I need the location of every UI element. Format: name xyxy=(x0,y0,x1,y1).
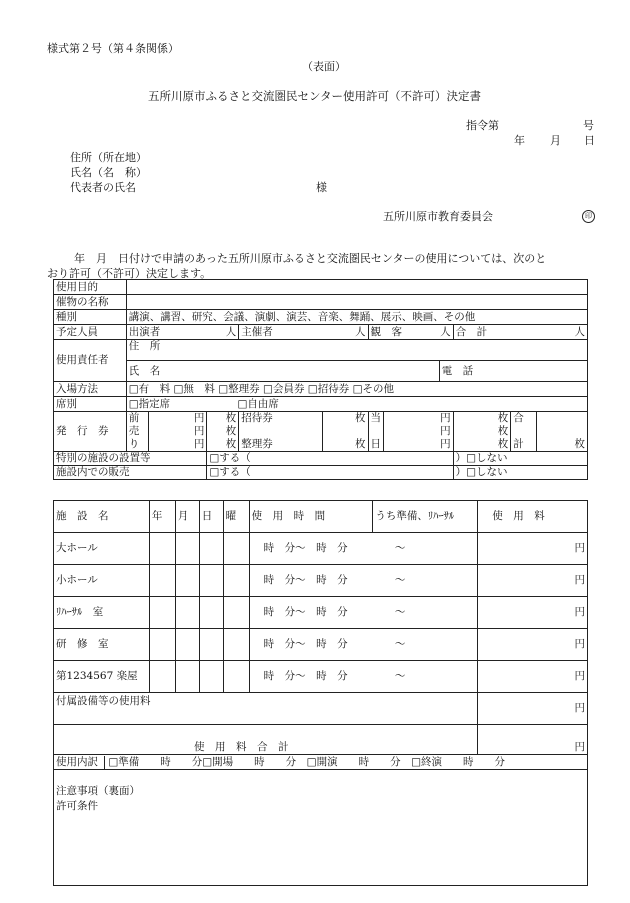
audience-cell xyxy=(368,325,453,340)
facility-header-year: 年 xyxy=(149,501,175,533)
manager-phone: 電 話 xyxy=(439,361,587,382)
cell xyxy=(223,565,249,597)
sum-char: 合 xyxy=(511,412,537,426)
facility-header-day: 日 xyxy=(199,501,223,533)
cell xyxy=(199,661,223,693)
ticket-yen: 円 xyxy=(384,438,454,452)
admission-option[interactable]: □会員券 xyxy=(263,382,305,395)
conditions-label: 許可条件 xyxy=(56,800,98,812)
cell xyxy=(149,597,175,629)
ticket-sheets: 枚 xyxy=(537,438,588,452)
notes-label: 注意事項（裏面） xyxy=(56,785,140,797)
admission-option[interactable]: □招待券 xyxy=(307,382,350,395)
date-year: 年 xyxy=(514,134,525,147)
cell xyxy=(223,661,249,693)
facility-fee: 円 xyxy=(478,565,588,597)
facility-header-weekday: 曜 xyxy=(223,501,249,533)
ticket-sheets: 枚 xyxy=(207,438,239,452)
form-number: 様式第２号（第４条関係） xyxy=(47,42,179,55)
seating-option-free[interactable]: □自由席 xyxy=(237,397,279,410)
advance-char: 前 xyxy=(126,412,148,426)
facility-name: ﾘﾊｰｻﾙ 室 xyxy=(54,597,150,629)
facility-prep: ～ xyxy=(373,565,478,597)
organizers-label: 主催者 xyxy=(241,325,273,338)
recipient-name: 氏名（名 称） xyxy=(70,166,147,179)
facility-fee: 円 xyxy=(478,533,588,565)
sum-char: 計 xyxy=(511,438,537,452)
side-label: （表面） xyxy=(302,60,346,73)
seating-options xyxy=(126,397,587,412)
cell xyxy=(149,533,175,565)
category-label: 種別 xyxy=(54,310,127,325)
ticket-sheets: 枚 xyxy=(453,438,511,452)
seating-option-reserved[interactable]: □指定席 xyxy=(128,397,171,410)
sales-no[interactable]: ）□しない xyxy=(453,466,587,480)
special-install-no[interactable]: ）□しない xyxy=(453,452,587,466)
facility-name: 小ホール xyxy=(54,565,150,597)
manager-label: 使用責任者 xyxy=(54,340,127,382)
application-table-upper xyxy=(53,279,588,480)
recipient-honorific: 様 xyxy=(316,181,327,194)
sameday-char: 日 xyxy=(368,438,384,452)
ticket-yen: 円 xyxy=(148,412,207,426)
date-day: 日 xyxy=(584,134,595,147)
cell xyxy=(199,597,223,629)
show-name-value xyxy=(126,295,587,310)
performers-cell xyxy=(126,325,238,340)
sales-label: 施設内での販売 xyxy=(54,466,207,480)
performers-label: 出演者 xyxy=(128,325,161,338)
recipient-address: 住所（所在地） xyxy=(70,151,147,164)
cell xyxy=(199,533,223,565)
facility-table xyxy=(53,500,588,886)
purpose-label: 使用目的 xyxy=(54,280,127,295)
table-row xyxy=(54,533,588,565)
manager-address: 住 所 xyxy=(126,340,587,361)
facility-time: 時 分～ 時 分 xyxy=(249,597,373,629)
advance-char: 売 xyxy=(126,425,148,438)
organizers-cell xyxy=(239,325,368,340)
facility-header-name: 施 設 名 xyxy=(54,501,150,533)
seal-icon: 印 xyxy=(582,210,595,223)
category-options: 講演、講習、研究、会議、演劇、演芸、音楽、舞踊、展示、映画、その他 xyxy=(126,310,587,325)
breakdown-label: 使用内訳 xyxy=(56,755,98,768)
cell xyxy=(175,629,199,661)
performers-unit: 人 xyxy=(225,325,237,338)
facility-name: 大ホール xyxy=(54,533,150,565)
cell xyxy=(199,629,223,661)
cell xyxy=(223,533,249,565)
facility-name: 第1234567 楽屋 xyxy=(54,661,150,693)
total-fee-label: 使 用 料 合 計 xyxy=(54,725,478,755)
ticket-sheets: 枚 xyxy=(322,412,368,426)
cell xyxy=(149,565,175,597)
facility-name: 研 修 室 xyxy=(54,629,150,661)
admission-label: 入場方法 xyxy=(54,382,127,397)
equipment-fee-label: 付属設備等の使用料 xyxy=(54,693,478,725)
facility-fee: 円 xyxy=(478,629,588,661)
total-cell xyxy=(453,325,587,340)
ref-number-suffix: 号 xyxy=(583,119,594,132)
facility-fee: 円 xyxy=(478,661,588,693)
audience-label: 観 客 xyxy=(370,325,403,338)
show-name-label: 催物の名称 xyxy=(54,295,127,310)
body-text-line1: 年 月 日付けで申請のあった五所川原市ふるさと交流圏民センターの使用については、次のと xyxy=(52,252,547,265)
facility-prep: ～ xyxy=(373,533,478,565)
sameday-char: 当 xyxy=(368,412,384,426)
sales-yes[interactable]: □する（ xyxy=(207,466,453,480)
breakdown-row xyxy=(54,755,588,770)
recipient-representative: 代表者の氏名 xyxy=(70,181,136,194)
table-row xyxy=(54,661,588,693)
ticket-yen: 円 xyxy=(148,425,207,438)
ticket-blank xyxy=(511,425,537,438)
manager-name: 氏 名 xyxy=(126,361,439,382)
document-title: 五所川原市ふるさと交流圏民センター使用許可（不許可）決定書 xyxy=(148,89,482,103)
table-row xyxy=(54,565,588,597)
cell xyxy=(175,533,199,565)
total-unit: 人 xyxy=(574,325,585,338)
cell xyxy=(175,661,199,693)
facility-time: 時 分～ 時 分 xyxy=(249,629,373,661)
facility-time: 時 分～ 時 分 xyxy=(249,565,373,597)
admission-option[interactable]: □整理券 xyxy=(218,382,260,395)
ticket-yen: 円 xyxy=(148,438,207,452)
cell xyxy=(149,629,175,661)
ticket-sheets: 枚 xyxy=(453,412,511,426)
total-fee-value: 円 xyxy=(478,725,588,755)
table-row xyxy=(54,597,588,629)
admission-options xyxy=(126,382,587,397)
ticket-sheets: 枚 xyxy=(207,425,239,438)
equipment-fee-value: 円 xyxy=(478,693,588,725)
numbered-label: 整理券 xyxy=(239,438,323,452)
notes-cell xyxy=(54,770,588,886)
purpose-value xyxy=(126,280,587,295)
seating-label: 席別 xyxy=(54,397,127,412)
ticket-sheets: 枚 xyxy=(207,412,239,426)
facility-header-prep: うち準備、ﾘﾊｰｻﾙ xyxy=(373,501,478,533)
ticket-sheets: 枚 xyxy=(453,425,511,438)
date-month: 月 xyxy=(550,134,561,147)
admission-option[interactable]: □無 料 xyxy=(173,382,215,395)
special-install-label: 特別の施設の設置等 xyxy=(54,452,207,466)
ticket-blank xyxy=(368,425,384,438)
ticket-sheets: 枚 xyxy=(322,438,368,452)
ticket-yen: 円 xyxy=(384,412,454,426)
ticket-yen: 円 xyxy=(384,425,454,438)
invite-label: 招待券 xyxy=(239,412,323,426)
cell xyxy=(175,597,199,629)
cell xyxy=(199,565,223,597)
table-row xyxy=(54,629,588,661)
facility-header-month: 月 xyxy=(175,501,199,533)
ref-number-prefix: 指令第 xyxy=(466,119,499,132)
cell xyxy=(149,661,175,693)
facility-prep: ～ xyxy=(373,661,478,693)
facility-fee: 円 xyxy=(478,597,588,629)
facility-prep: ～ xyxy=(373,629,478,661)
facility-header-fee: 使 用 料 xyxy=(478,501,588,533)
ticket-blank xyxy=(537,425,588,438)
organizers-unit: 人 xyxy=(355,325,366,338)
sum-cell xyxy=(537,412,588,426)
tickets-label: 発 行 券 xyxy=(54,412,127,452)
admission-option[interactable]: □その他 xyxy=(352,382,394,395)
ticket-blank xyxy=(322,425,368,438)
special-install-yes[interactable]: □する（ xyxy=(207,452,453,466)
ticket-blank xyxy=(239,425,323,438)
facility-header-time: 使 用 時 間 xyxy=(249,501,373,533)
body-text-line2: おり許可（不許可）決定します。 xyxy=(47,267,212,280)
breakdown-text: □準備 時 分□開場 時 分 □開演 時 分 □終演 時 分 xyxy=(104,756,505,769)
facility-prep: ～ xyxy=(373,597,478,629)
cell xyxy=(175,565,199,597)
issuer-name: 五所川原市教育委員会 xyxy=(383,210,493,223)
planned-people-label: 予定人員 xyxy=(54,325,127,340)
cell xyxy=(223,629,249,661)
facility-time: 時 分～ 時 分 xyxy=(249,661,373,693)
facility-time: 時 分～ 時 分 xyxy=(249,533,373,565)
advance-char: り xyxy=(126,438,148,452)
admission-option[interactable]: □有 料 xyxy=(128,382,171,395)
total-label: 合 計 xyxy=(455,325,488,338)
audience-unit: 人 xyxy=(440,325,451,338)
cell xyxy=(223,597,249,629)
